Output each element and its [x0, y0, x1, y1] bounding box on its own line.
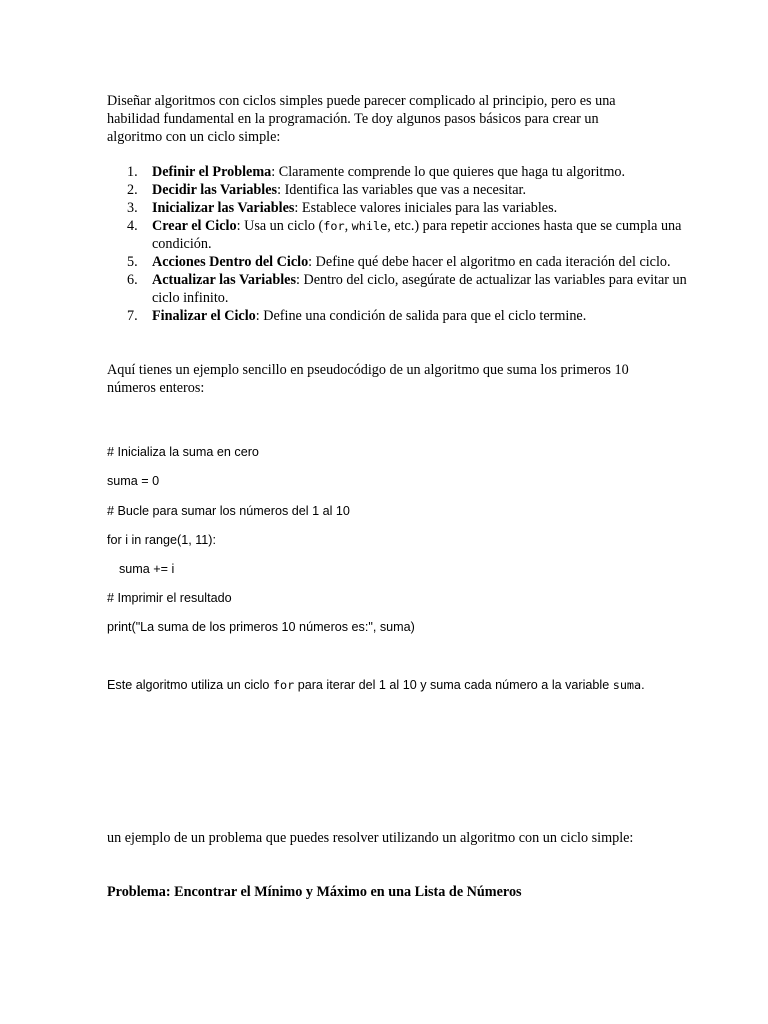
step-title: Acciones Dentro del Ciclo	[152, 254, 309, 270]
step-text: : Dentro del ciclo, asegúrate de actualizar las variables para evitar un ciclo infinito.	[152, 272, 687, 306]
step-title: Finalizar el Ciclo	[152, 308, 256, 324]
code-line: suma += i	[119, 562, 175, 576]
code-line: # Bucle para sumar los números del 1 al 10	[107, 504, 350, 518]
explanation-paragraph	[107, 677, 645, 693]
inline-code: suma	[612, 678, 642, 692]
step-text: : Define qué debe hacer el algoritmo en cada iteración del ciclo.	[308, 254, 671, 270]
code-line: print("La suma de los primeros 10 números es:", suma)	[107, 620, 415, 634]
problem-heading: Problema: Encontrar el Mínimo y Máximo en una Lista de Números	[107, 884, 522, 900]
step-text: , etc.) para repetir acciones hasta que se cumpla una condición.	[152, 218, 682, 252]
step-text: : Establece valores iniciales para las variables.	[294, 200, 558, 216]
steps-list	[107, 163, 712, 325]
problem-intro-paragraph: un ejemplo de un problema que puedes resolver utilizando un algoritmo con un ciclo simple:	[107, 830, 634, 846]
list-item	[152, 163, 712, 181]
step-title: Actualizar las Variables	[152, 272, 296, 288]
step-title: Decidir las Variables	[152, 182, 278, 198]
inline-code: while	[351, 219, 388, 233]
code-line: # Inicializa la suma en cero	[107, 445, 259, 459]
explanation-text: para iterar del 1 al 10 y suma cada número a la variable	[294, 678, 613, 692]
list-item	[152, 217, 712, 253]
list-item	[152, 271, 712, 307]
code-line: for i in range(1, 11):	[107, 533, 216, 547]
inline-code: for	[323, 219, 345, 233]
explanation-text: .	[641, 678, 645, 692]
list-item	[152, 253, 712, 271]
inline-code: for	[272, 678, 295, 692]
step-text: : Claramente comprende lo que quieres que haga tu algoritmo.	[271, 164, 626, 180]
example-intro-paragraph: Aquí tienes un ejemplo sencillo en pseudocódigo de un algoritmo que suma los primeros 10 números enteros:	[107, 362, 629, 396]
step-text: : Define una condición de salida para que el ciclo termine.	[255, 308, 587, 324]
list-item	[152, 199, 712, 217]
code-line: # Imprimir el resultado	[107, 591, 232, 605]
step-text: ,	[344, 218, 352, 234]
step-text: : Identifica las variables que vas a necesitar.	[277, 182, 527, 198]
explanation-text: Este algoritmo utiliza un ciclo	[107, 678, 273, 692]
step-text: : Usa un ciclo (	[236, 218, 324, 234]
intro-paragraph: Diseñar algoritmos con ciclos simples puede parecer complicado al principio, pero es una habilidad fundamental en la programación. Te doy algunos pasos básicos para crear un algoritmo con un ciclo simple:	[107, 93, 616, 145]
code-line: suma = 0	[107, 474, 160, 488]
step-title: Crear el Ciclo	[152, 218, 237, 234]
list-item	[152, 307, 712, 325]
list-item	[152, 181, 712, 199]
step-title: Definir el Problema	[152, 164, 272, 180]
step-title: Inicializar las Variables	[152, 200, 295, 216]
